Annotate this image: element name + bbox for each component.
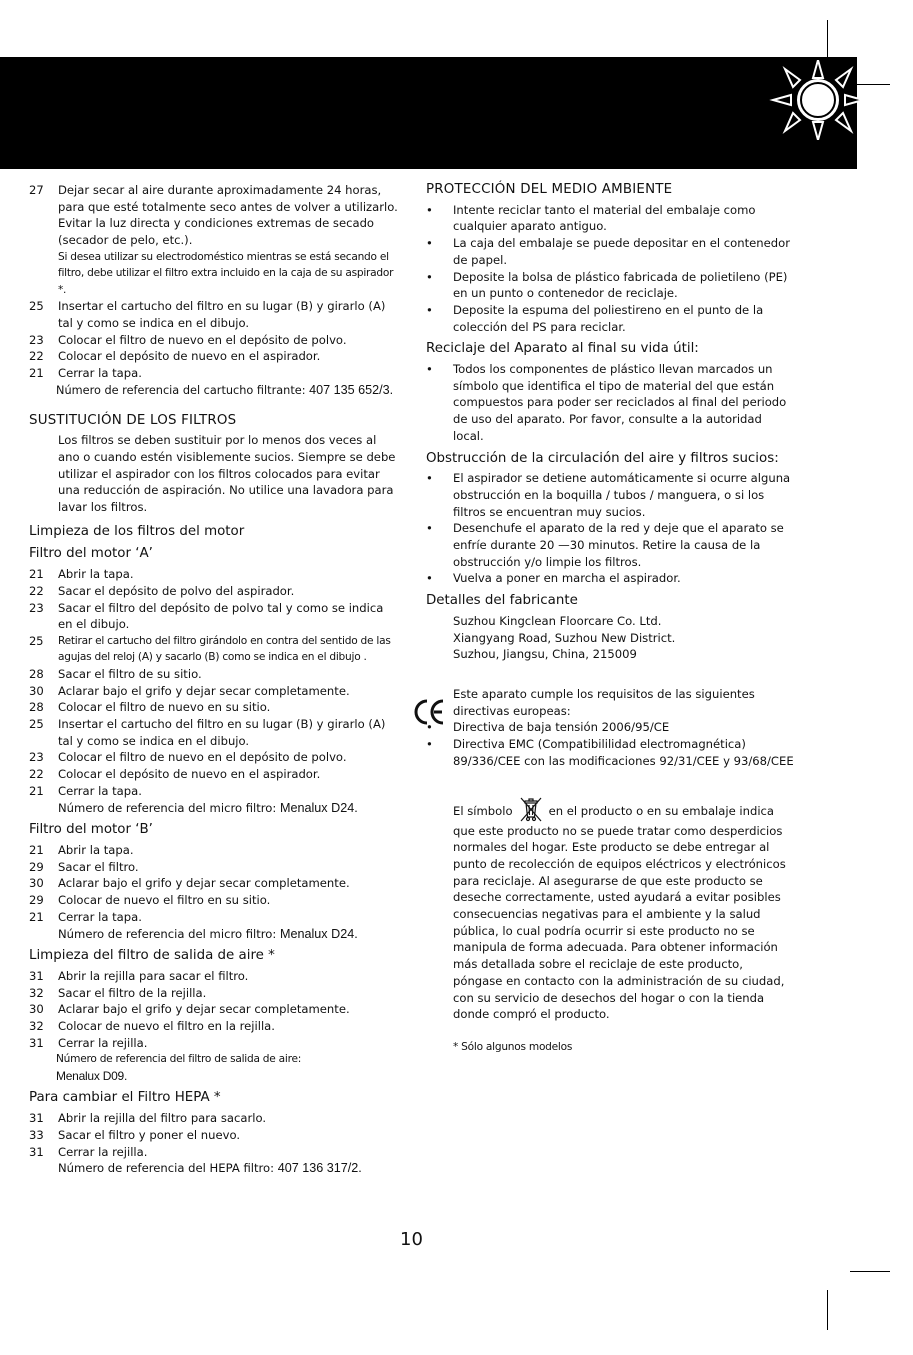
bullet-item bbox=[426, 470, 794, 520]
limpieza-motor-title: Limpieza de los filtros del motor bbox=[29, 523, 245, 539]
bullet-item bbox=[426, 302, 794, 335]
step-text: Abrir la tapa. bbox=[58, 567, 134, 582]
weee-paragraph bbox=[426, 795, 794, 1023]
step-number: 25 bbox=[29, 717, 44, 732]
recycle-title: Reciclaje del Aparato al final su vida útil: bbox=[426, 341, 699, 357]
step-number: 31 bbox=[29, 1144, 44, 1159]
step-number: 29 bbox=[29, 859, 44, 874]
step-text: Sacar el filtro de su sitio. bbox=[58, 666, 202, 681]
step-row bbox=[29, 1144, 399, 1161]
hepa-ref-label: Número de referencia del HEPA filtro: bbox=[58, 1161, 278, 1176]
env-bullets bbox=[426, 202, 794, 336]
step-number: 22 bbox=[29, 349, 44, 364]
step-row bbox=[29, 985, 399, 1002]
bullet-item bbox=[426, 719, 794, 736]
bullet-item bbox=[426, 361, 794, 445]
bullet-text: El aspirador se detiene automáticamente si ocurre alguna obstrucción en la boquilla / tubos / manguera, o si los filtros se encuentran muy sucios. bbox=[453, 471, 791, 519]
motor-b-steps bbox=[29, 842, 399, 926]
step-number: 22 bbox=[29, 583, 44, 598]
step-text: Sacar el filtro del depósito de polvo tal y como se indica en el dibujo. bbox=[58, 600, 384, 632]
sustitucion-title: SUSTITUCIÓN DE LOS FILTROS bbox=[29, 412, 237, 428]
step-text: Abrir la rejilla para sacar el filtro. bbox=[58, 968, 249, 983]
step-number: 32 bbox=[29, 985, 44, 1000]
bullet-item bbox=[426, 736, 794, 769]
step-row bbox=[29, 699, 399, 716]
bullet-text: Desenchufe el aparato de la red y deje que el aparato se enfríe durante 20 —30 minutos. Retire la causa de la obstrucción y/o limpie los filtros. bbox=[453, 521, 784, 569]
salida-ref-value: Menalux D09. bbox=[56, 1068, 128, 1083]
recycle-bullets bbox=[426, 361, 794, 445]
bullet-icon: • bbox=[426, 362, 433, 377]
step-number: 21 bbox=[29, 783, 44, 798]
step-text: Retirar el cartucho del filtro girándolo en contra del sentido de las agujas del reloj (A) y sacarlo (B) como se indica en el dibujo . bbox=[58, 634, 391, 664]
step-text: Sacar el depósito de polvo del aspirador. bbox=[58, 583, 295, 598]
bullet-icon: • bbox=[426, 571, 433, 586]
step-number: 30 bbox=[29, 683, 44, 698]
obstruction-bullets bbox=[426, 470, 794, 587]
step-text: Colocar de nuevo el filtro en la rejilla. bbox=[58, 1019, 275, 1034]
sun-registration-icon bbox=[768, 60, 868, 140]
env-title: PROTECCIÓN DEL MEDIO AMBIENTE bbox=[426, 182, 673, 197]
bullet-item bbox=[426, 202, 794, 235]
intro-steps-2 bbox=[29, 298, 399, 382]
hepa-ref-value: 407 136 317/2. bbox=[277, 1161, 362, 1176]
step-text: Aclarar bajo el grifo y dejar secar completamente. bbox=[58, 876, 350, 891]
step-row bbox=[29, 1001, 399, 1018]
ce-text: Este aparato cumple los requisitos de las siguientes directivas europeas: bbox=[453, 686, 755, 718]
crop-mark-bottom-right bbox=[850, 1271, 890, 1272]
step-number: 33 bbox=[29, 1127, 44, 1142]
step-row bbox=[29, 348, 399, 365]
step-number: 21 bbox=[29, 843, 44, 857]
header-band bbox=[0, 57, 857, 169]
crop-mark-top bbox=[827, 20, 828, 58]
bullet-text: Directiva EMC (Compatibililidad electromagnética) 89/336/CEE con las modificaciones 92/31/CEE y 93/68/CEE bbox=[453, 737, 794, 768]
bullet-icon: • bbox=[426, 720, 433, 735]
step-text: Cerrar la tapa. bbox=[58, 366, 142, 381]
step-text: Cerrar la rejilla. bbox=[58, 1144, 148, 1159]
intro-steps bbox=[29, 182, 399, 249]
bullet-icon: • bbox=[426, 737, 433, 752]
step-text: Insertar el cartucho del filtro en su lugar (B) y girarlo (A) tal y como se indica en el dibujo. bbox=[58, 299, 386, 331]
step-text: Insertar el cartucho del filtro en su lugar (B) y girarlo (A) tal y como se indica en el dibujo. bbox=[58, 717, 386, 748]
motor-a-steps-2 bbox=[29, 666, 399, 800]
step-row bbox=[29, 1110, 399, 1127]
step-text: Aclarar bajo el grifo y dejar secar completamente. bbox=[58, 1002, 350, 1017]
sustitucion-text: Los filtros se deben sustituir por lo menos dos veces al ano o cuando estén visiblemente sucios. Siempre se debe utilizar el aspirador con los filtros colocados para evitar una reducción de aspiración. No utilice una lavadora para lavar los filtros. bbox=[58, 433, 396, 515]
step-row bbox=[29, 583, 399, 600]
step-row bbox=[29, 566, 399, 583]
intro-note: Si desea utilizar su electrodoméstico mientras se está secando el filtro, debe utilizar el filtro extra incluido en la caja de su aspirador *. bbox=[58, 250, 394, 296]
bullet-icon: • bbox=[426, 521, 433, 536]
step-text: Cerrar la rejilla. bbox=[58, 1035, 148, 1050]
bullet-text: Intente reciclar tanto el material del embalaje como cualquier aparato antiguo. bbox=[453, 202, 756, 234]
step-number: 31 bbox=[29, 968, 44, 983]
step-text: Cerrar la tapa. bbox=[58, 909, 142, 924]
step-row bbox=[29, 1127, 399, 1144]
motor-b-title: Filtro del motor ‘B’ bbox=[29, 822, 153, 838]
address-line: Xiangyang Road, Suzhou New District. bbox=[453, 630, 676, 645]
step-row bbox=[29, 749, 399, 766]
step-number: 30 bbox=[29, 1002, 44, 1017]
bullet-icon: • bbox=[426, 236, 433, 251]
obstruction-title: Obstrucción de la circulación del aire y filtros sucios: bbox=[426, 450, 779, 466]
step-text: Sacar el filtro y poner el nuevo. bbox=[58, 1127, 241, 1142]
hepa-steps bbox=[29, 1110, 399, 1160]
motor-a-title: Filtro del motor ‘A’ bbox=[29, 546, 153, 562]
step-text: Abrir la tapa. bbox=[58, 843, 134, 857]
step-row bbox=[29, 683, 399, 700]
step-number: 25 bbox=[29, 633, 44, 648]
hepa-title: Para cambiar el Filtro HEPA * bbox=[29, 1090, 221, 1106]
step-row bbox=[29, 909, 399, 926]
step-text: Colocar el filtro de nuevo en el depósito de polvo. bbox=[58, 750, 347, 765]
page-number: 10 bbox=[400, 1229, 423, 1250]
crossed-bin-icon bbox=[517, 795, 545, 823]
step-text: Aclarar bajo el grifo y dejar secar completamente. bbox=[58, 683, 350, 698]
cartridge-ref-value: 407 135 652/3. bbox=[309, 382, 394, 397]
bullet-icon: • bbox=[426, 302, 433, 317]
step-text: Abrir la rejilla del filtro para sacarlo. bbox=[58, 1111, 267, 1126]
step-row bbox=[29, 783, 399, 800]
step-text: Sacar el filtro de la rejilla. bbox=[58, 985, 207, 1000]
maker-title: Detalles del fabricante bbox=[426, 593, 578, 609]
bullet-text: Vuelva a poner en marcha el aspirador. bbox=[453, 571, 681, 586]
step-row bbox=[29, 1035, 399, 1052]
bullet-icon: • bbox=[426, 269, 433, 284]
step-number: 31 bbox=[29, 1035, 44, 1050]
bullet-text: Deposite la bolsa de plástico fabricada de polietileno (PE) en un punto o contenedor de reciclaje. bbox=[453, 269, 788, 301]
step-number: 23 bbox=[29, 750, 44, 765]
micro-ref-label: Número de referencia del micro filtro: bbox=[58, 926, 280, 941]
left-column bbox=[29, 182, 399, 1177]
salida-steps bbox=[29, 968, 399, 1052]
step-number: 27 bbox=[29, 183, 44, 197]
address-line: Suzhou, Jiangsu, China, 215009 bbox=[453, 647, 637, 662]
step-number: 28 bbox=[29, 700, 44, 715]
step-number: 25 bbox=[29, 299, 44, 314]
step-number: 32 bbox=[29, 1019, 44, 1034]
step-text: Colocar el depósito de nuevo en el aspirador. bbox=[58, 767, 321, 782]
step-row bbox=[29, 968, 399, 985]
bullet-text: La caja del embalaje se puede depositar en el contenedor de papel. bbox=[453, 236, 790, 267]
bullet-item bbox=[426, 570, 794, 587]
step-row bbox=[29, 716, 399, 749]
step-row bbox=[29, 842, 399, 859]
micro-ref-value: Menalux D24. bbox=[280, 926, 358, 941]
micro-reference-b bbox=[29, 926, 399, 943]
step-number: 21 bbox=[29, 366, 44, 381]
step-row bbox=[29, 859, 399, 876]
weee-after-text: en el producto o en su embalaje indica que este producto no se puede tratar como desperdicios normales del hogar. Este producto se debe entregar al punto de recolección de equipos eléctricos y electrónicos para reciclaje. Al asegurarse de que este producto se deseche correctamente, usted ayudará a evitar posibles consecuencias negativas para el ambiente y la salud pública, lo cual podría ocurrir si este producto no se manipula de forma adecuada. Para obtener información más detallada sobre el reciclaje de este producto, póngase en contacto con la administración de su ciudad, con su servicio de desechos del hogar o con la tienda donde compró el producto. bbox=[453, 803, 786, 1022]
address-line: Suzhou Kingclean Floorcare Co. Ltd. bbox=[453, 613, 662, 628]
cartridge-ref-label: Número de referencia del cartucho filtrante: bbox=[56, 383, 310, 397]
weee-before-text: El símbolo bbox=[453, 803, 513, 818]
step-text: Sacar el filtro. bbox=[58, 859, 139, 874]
step-number: 28 bbox=[29, 666, 44, 681]
step-row bbox=[29, 365, 399, 382]
bullet-item bbox=[426, 269, 794, 302]
step-text: Colocar el depósito de nuevo en el aspirador. bbox=[58, 349, 321, 364]
micro-ref-value: Menalux D24. bbox=[280, 800, 358, 815]
ce-bullets bbox=[426, 719, 794, 769]
step-text: Colocar de nuevo el filtro en su sitio. bbox=[58, 893, 271, 908]
ce-mark-icon bbox=[414, 699, 446, 725]
step-row bbox=[29, 1018, 399, 1035]
micro-reference-a bbox=[29, 800, 399, 817]
step-row bbox=[29, 892, 399, 909]
footnote: * Sólo algunos modelos bbox=[453, 1040, 573, 1053]
right-column bbox=[426, 182, 794, 1055]
motor-a-step-25 bbox=[29, 633, 399, 666]
step-number: 30 bbox=[29, 876, 44, 891]
step-number: 31 bbox=[29, 1111, 44, 1126]
step-text: Dejar secar al aire durante aproximadamente 24 horas, para que esté totalmente seco antes de volver a utilizarlo. Evitar la luz directa y condiciones extremas de secado (secador de pelo, etc.). bbox=[58, 183, 398, 248]
salida-reference bbox=[29, 1051, 399, 1084]
micro-ref-label: Número de referencia del micro filtro: bbox=[58, 800, 280, 815]
step-text: Cerrar la tapa. bbox=[58, 783, 142, 798]
bullet-text: Deposite la espuma del poliestireno en el punto de la colección del PS para reciclar. bbox=[453, 302, 764, 334]
step-row bbox=[29, 766, 399, 783]
step-row bbox=[29, 332, 399, 349]
cartridge-reference bbox=[29, 382, 399, 400]
step-row bbox=[29, 298, 399, 331]
step-number: 23 bbox=[29, 600, 44, 615]
step-text: Colocar el filtro de nuevo en el depósito de polvo. bbox=[58, 332, 347, 347]
step-number: 23 bbox=[29, 332, 44, 347]
step-row bbox=[29, 182, 399, 249]
bullet-text: Directiva de baja tensión 2006/95/CE bbox=[453, 720, 670, 735]
salida-title: Limpieza del filtro de salida de aire * bbox=[29, 948, 275, 964]
step-row bbox=[29, 600, 399, 633]
bullet-icon: • bbox=[426, 471, 433, 486]
step-row bbox=[29, 666, 399, 683]
motor-a-steps bbox=[29, 566, 399, 633]
maker-lines bbox=[426, 613, 794, 663]
step-text: Colocar el filtro de nuevo en su sitio. bbox=[58, 700, 271, 715]
salida-ref-label: Número de referencia del filtro de salida de aire: bbox=[56, 1053, 302, 1066]
step-row bbox=[29, 875, 399, 892]
crop-mark-bottom bbox=[827, 1290, 828, 1330]
bullet-item bbox=[426, 520, 794, 570]
hepa-reference bbox=[29, 1160, 399, 1177]
step-number: 29 bbox=[29, 893, 44, 908]
bullet-text: Todos los componentes de plástico llevan marcados un símbolo que identifica el tipo de material del que están compuestos para poder ser reciclados al final del periodo de uso del aparato. Por favor, consulte a la autoridad local. bbox=[453, 362, 787, 443]
step-number: 21 bbox=[29, 567, 44, 582]
bullet-item bbox=[426, 235, 794, 268]
step-number: 21 bbox=[29, 909, 44, 924]
step-number: 22 bbox=[29, 767, 44, 782]
bullet-icon: • bbox=[426, 202, 433, 217]
